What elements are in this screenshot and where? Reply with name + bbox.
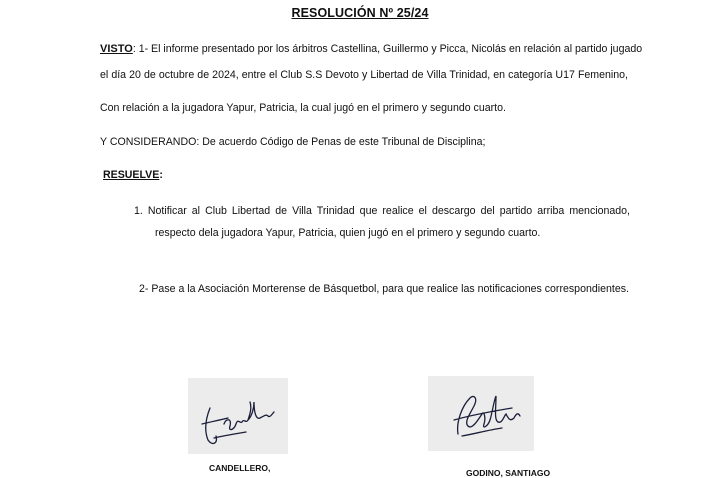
resuelve-heading: [103, 168, 163, 182]
item-1-line-1: 1. Notificar al Club Libertad de Villa Trinidad que realice el descargo del partido arriba mencionado,: [134, 205, 630, 217]
resuelve-label: RESUELVE: [103, 169, 160, 181]
item-1-line-2: respecto dela jugadora Yapur, Patricia, quien jugó en el primero y segundo cuarto.: [155, 227, 541, 239]
item-2-paragraph: 2- Pase a la Asociación Morterense de Básquetbol, para que realice las notificaciones correspondientes.: [139, 283, 629, 295]
visto-text-1: : 1- El informe presentado por los árbitros Castellina, Guillermo y Picca, Nicolás en relación al partido jugado: [132, 43, 643, 55]
signature-scribble-icon: [188, 378, 288, 454]
signature-name-2: GODINO, SANTIAGO: [466, 468, 551, 478]
signature-image-candellero: [188, 378, 288, 454]
signature-scribble-icon: [428, 376, 534, 451]
visto-line-2: el día 20 de octubre de 2024, entre el Club S.S Devoto y Libertad de Villa Trinidad, en categoría U17 Femenino,: [100, 69, 628, 81]
resolution-title: RESOLUCIÓN Nº 25/24: [291, 6, 429, 20]
signature-name-1: CANDELLERO,: [209, 463, 271, 473]
considerando-paragraph: Y CONSIDERANDO: De acuerdo Código de Penas de este Tribunal de Disciplina;: [100, 136, 486, 148]
resuelve-colon: :: [159, 169, 163, 181]
visto-label: VISTO: [100, 43, 133, 55]
relacion-paragraph: Con relación a la jugadora Yapur, Patricia, la cual jugó en el primero y segundo cuarto.: [100, 102, 506, 114]
visto-line-1: [100, 42, 643, 56]
signature-image-godino: [428, 376, 534, 451]
